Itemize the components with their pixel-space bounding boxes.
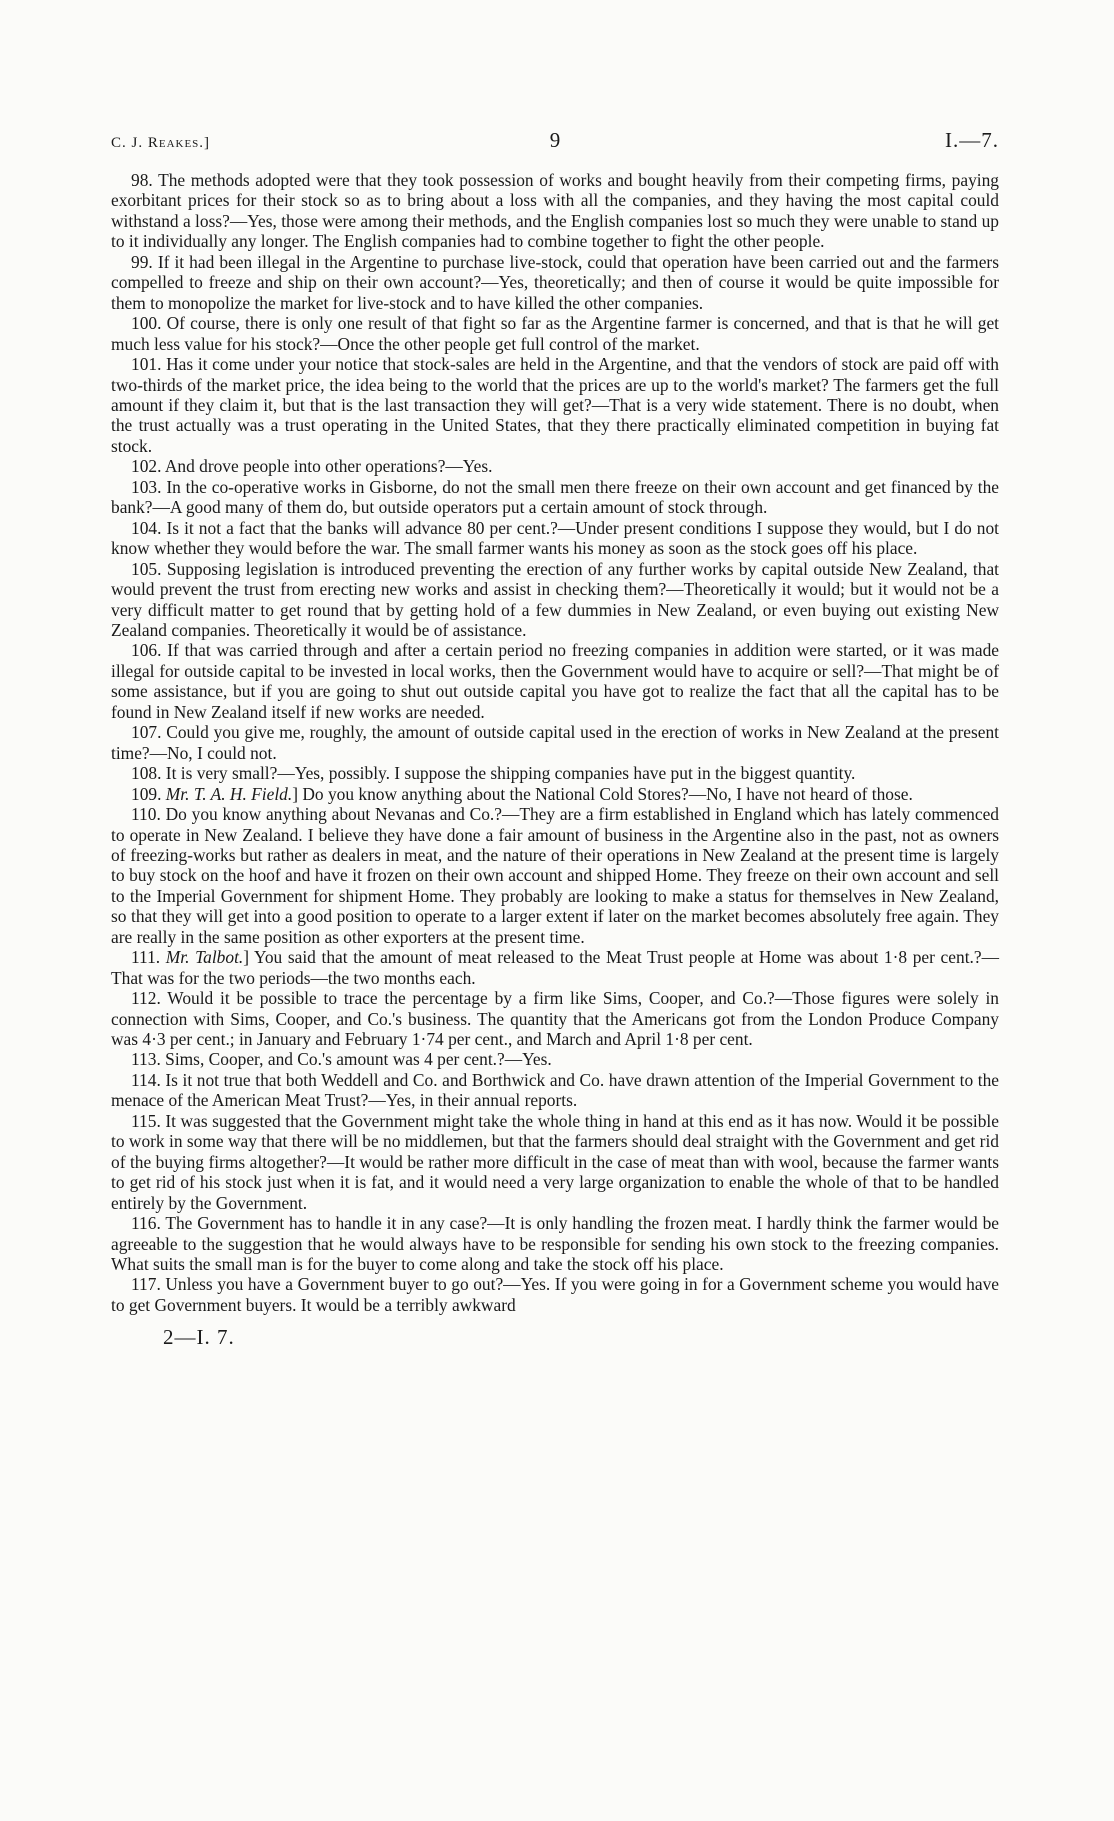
paragraph-text: The methods adopted were that they took possession of works and bought heavily from their competing firms, paying exorbitant prices for their stock so as to bring about a loss with all the companies, and they having the most capital could withstand a loss?—Yes, those were among their methods, and the English companies lost so much they were unable to stand up to it individually any longer. The English companies had to combine together to fight the other people. bbox=[111, 170, 999, 252]
speaker-name: Mr. Talbot. bbox=[165, 947, 244, 968]
body-text bbox=[111, 170, 999, 1315]
question-number: 116. bbox=[131, 1213, 161, 1234]
question-number: 113. bbox=[131, 1049, 161, 1070]
paragraph-text: Of course, there is only one result of that fight so far as the Argentine farmer is concerned, and that is that he will get much less value for his stock?—Once the other people get full control of the market. bbox=[111, 313, 999, 354]
question-answer-paragraph bbox=[111, 640, 999, 722]
question-number: 106. bbox=[131, 640, 162, 661]
question-answer-paragraph bbox=[111, 170, 999, 252]
paragraph-text: Sims, Cooper, and Co.'s amount was 4 per cent.?—Yes. bbox=[165, 1049, 552, 1070]
question-number: 109. bbox=[131, 783, 162, 804]
footer-signature: 2—I. 7. bbox=[163, 1325, 235, 1350]
question-answer-paragraph bbox=[111, 763, 999, 783]
paragraph-text: Unless you have a Government buyer to go out?—Yes. If you were going in for a Government scheme you would have to get Government buyers. It would be a terribly awkward bbox=[111, 1274, 999, 1315]
paragraph-text: Do you know anything about the National Cold Stores?—No, I have not heard of those. bbox=[302, 783, 913, 804]
question-answer-paragraph: 109. Mr. T. A. H. Field.] Do you know anything about the National Cold Stores?—No, I have not heard of those. bbox=[131, 783, 913, 804]
question-number: 114. bbox=[131, 1069, 161, 1090]
question-number: 112. bbox=[131, 988, 161, 1009]
page-number: 9 bbox=[549, 128, 561, 152]
question-number: 101. bbox=[131, 354, 162, 375]
question-number: 105. bbox=[131, 558, 162, 579]
question-answer-paragraph bbox=[111, 354, 999, 456]
question-answer-paragraph bbox=[111, 1070, 999, 1111]
paragraph-text: You said that the amount of meat released to the Meat Trust people at Home was about 1·8 per cent.?—That was for the two periods—the two months each. bbox=[111, 947, 999, 988]
question-answer-paragraph bbox=[111, 1049, 999, 1069]
question-answer-paragraph: 111. Mr. Talbot.] You said that the amount of meat released to the Meat Trust people at Home was about 1·8 per cent.?—That was for the two periods—the two months each. bbox=[111, 947, 999, 988]
question-answer-paragraph bbox=[111, 518, 999, 559]
paragraph-text: If that was carried through and after a certain period no freezing companies in addition were started, or it was made illegal for outside capital to be invested in local works, then the Government would have to acquire or sell?—That might be of some assistance, but if you are going to shut out outside capital you have got to realize the fact that all the capital has to be found in New Zealand itself if new works are needed. bbox=[111, 640, 999, 722]
question-answer-paragraph bbox=[111, 456, 999, 476]
question-number: 104. bbox=[131, 517, 162, 538]
paragraph-text: Supposing legislation is introduced preventing the erection of any further works by capital outside New Zealand, that would prevent the trust from erecting new works and assist in checking them?—Theoretically it would; but it would not be a very difficult matter to get round that by getting hold of a few dummies in New Zealand, or even buying out existing New Zealand companies. Theoretically it would be of assistance. bbox=[111, 558, 999, 640]
paragraph-text: Is it not a fact that the banks will advance 80 per cent.?—Under present conditions I suppose they would, but I do not know whether they would before the war. The small farmer wants his money as soon as the stock goes off his place. bbox=[111, 517, 999, 559]
question-number: 100. bbox=[131, 313, 162, 334]
question-answer-paragraph bbox=[111, 804, 999, 947]
paragraph-text: Has it come under your notice that stock-sales are held in the Argentine, and that the vendors of stock are paid off with two-thirds of the market price, the idea being to the world that the prices are up to the world's market? The farmers get the full amount if they claim it, but that is the last transaction they will get?—That is a very wide statement. There is no doubt, when the trust actually was a trust operating in the United States, that they there practically eliminated competition in buying fat stock. bbox=[111, 354, 999, 456]
question-answer-paragraph bbox=[111, 252, 999, 313]
question-number: 102. bbox=[131, 456, 162, 477]
question-answer-paragraph bbox=[111, 1111, 999, 1213]
question-number: 103. bbox=[131, 476, 162, 497]
header-witness-name: C. J. Reakes.] bbox=[111, 135, 211, 151]
question-number: 117. bbox=[131, 1274, 161, 1295]
paragraph-text: It is very small?—Yes, possibly. I suppose the shipping companies have put in the biggest quantity. bbox=[165, 763, 856, 784]
paragraph-text: Do you know anything about Nevanas and Co.?—They are a firm established in England which has lately commenced to operate in New Zealand. I believe they have done a fair amount of business in the Argentine also in the past, not as owners of freezing-works but rather as dealers in meat, and the nature of their operations in New Zealand at the present time is largely to buy stock on the hoof and have it frozen on their own account and shipped Home. They freeze on their own account and sell to the Imperial Government for shipment Home. They probably are looking to make a status for themselves in New Zealand, so that they will get into a good position to operate to a larger extent if later on the market becomes absolutely free again. They are really in the same position as other exporters at the present time. bbox=[111, 804, 999, 947]
paragraph-text: Would it be possible to trace the percentage by a firm like Sims, Cooper, and Co.?—Those figures were solely in connection with Sims, Cooper, and Co.'s business. The quantity that the Americans got from the London Produce Company was 4·3 per cent.; in January and February 1·74 per cent., and March and April 1·8 per cent. bbox=[111, 988, 999, 1050]
question-number: 110. bbox=[131, 804, 161, 825]
question-answer-paragraph bbox=[111, 1213, 999, 1274]
paragraph-text: And drove people into other operations?—Yes. bbox=[164, 456, 493, 477]
paragraph-text: It was suggested that the Government might take the whole thing in hand at this end as it has now. Would it be possible to work in some way that there will be no middlemen, but that the farmers should deal straight with the Government and get rid of the buying firms altogether?—It would be rather more difficult in the case of meat than with wool, because the farmer wants to get rid of his stock just when it is fat, and it would need a very large organization to enable the whole of that to be handled entirely by the Government. bbox=[111, 1110, 999, 1213]
question-answer-paragraph bbox=[111, 988, 999, 1049]
paragraph-text: The Government has to handle it in any case?—It is only handling the frozen meat. I hardly think the farmer would be agreeable to the suggestion that he would always have to be responsible for sending his own stock to the freezing companies. What suits the small man is for the buyer to come along and take the stock off his place. bbox=[111, 1213, 999, 1275]
speaker-name: Mr. T. A. H. Field. bbox=[165, 783, 293, 804]
question-number: 115. bbox=[131, 1110, 161, 1131]
document-reference: I.—7. bbox=[945, 128, 999, 152]
question-answer-paragraph bbox=[111, 313, 999, 354]
question-number: 107. bbox=[131, 722, 162, 743]
paragraph-text: Is it not true that both Weddell and Co. and Borthwick and Co. have drawn attention of the Imperial Government to the menace of the American Meat Trust?—Yes, in their annual reports. bbox=[111, 1069, 999, 1111]
paragraph-text: Could you give me, roughly, the amount of outside capital used in the erection of works in New Zealand at the present time?—No, I could not. bbox=[111, 722, 999, 763]
question-answer-paragraph bbox=[111, 1274, 999, 1315]
question-number: 108. bbox=[131, 763, 162, 784]
question-answer-paragraph bbox=[111, 559, 999, 641]
page bbox=[111, 128, 999, 1350]
question-number: 111. bbox=[131, 947, 161, 968]
running-header bbox=[111, 128, 999, 158]
paragraph-text: In the co-operative works in Gisborne, do not the small men there freeze on their own account and get financed by the bank?—A good many of them do, but outside operators put a certain amount of stock through. bbox=[111, 476, 999, 518]
question-number: 98. bbox=[131, 170, 153, 190]
paragraph-text: If it had been illegal in the Argentine to purchase live-stock, could that operation have been carried out and the farmers compelled to freeze and ship on their own account?—Yes, theoretically; and then of course it would be quite impossible for them to monopolize the market for live-stock and to have killed the other companies. bbox=[111, 251, 999, 313]
question-number: 99. bbox=[131, 251, 153, 272]
question-answer-paragraph bbox=[111, 722, 999, 763]
question-answer-paragraph bbox=[111, 477, 999, 518]
